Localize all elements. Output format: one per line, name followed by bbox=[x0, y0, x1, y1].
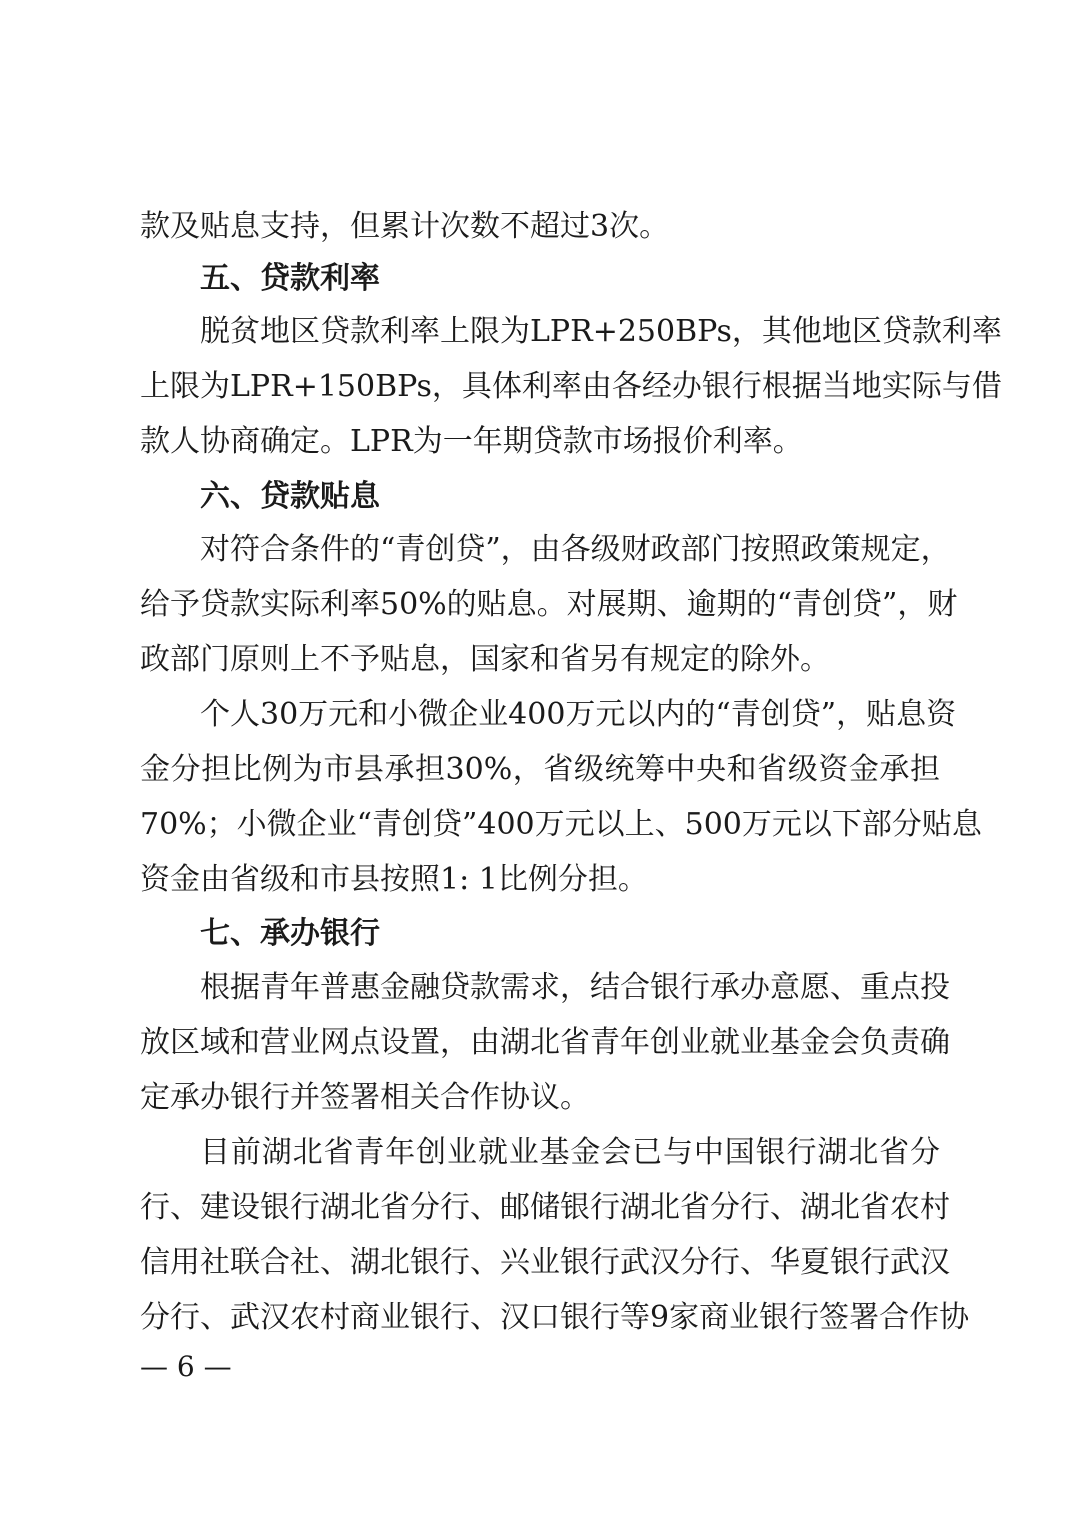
paragraph-line: 定承办银行并签署相关合作协议。 bbox=[140, 1080, 590, 1115]
paragraph-line: 政部门原则上不予贴息，国家和省另有规定的除外。 bbox=[140, 642, 830, 677]
paragraph-line: 脱贫地区贷款利率上限为LPR+250BPs，其他地区贷款利率 bbox=[200, 314, 1002, 349]
paragraph-line: 70%；小微企业“青创贷”400万元以上、500万元以下部分贴息 bbox=[140, 807, 982, 842]
paragraph-line: 资金由省级和市县按照1: 1比例分担。 bbox=[140, 862, 648, 897]
page-number: — 6 — bbox=[140, 1350, 232, 1383]
paragraph-line: 个人30万元和小微企业400万元以内的“青创贷”，贴息资 bbox=[200, 697, 957, 732]
paragraph-line: 款人协商确定。LPR为一年期贷款市场报价利率。 bbox=[140, 424, 803, 459]
paragraph-line: 目前湖北省青年创业就业基金会已与中国银行湖北省分 bbox=[200, 1135, 940, 1170]
paragraph-line: 信用社联合社、湖北银行、兴业银行武汉分行、华夏银行武汉 bbox=[140, 1245, 950, 1280]
section-heading-loan-rate: 五、贷款利率 bbox=[200, 261, 380, 296]
paragraph-line: 对符合条件的“青创贷”，由各级财政部门按照政策规定， bbox=[200, 532, 951, 567]
paragraph-line: 给予贷款实际利率50%的贴息。对展期、逾期的“青创贷”，财 bbox=[140, 587, 958, 622]
paragraph-line: 款及贴息支持，但累计次数不超过3次。 bbox=[140, 209, 670, 244]
paragraph-line: 分行、武汉农村商业银行、汉口银行等9家商业银行签署合作协 bbox=[140, 1300, 970, 1335]
paragraph-line: 根据青年普惠金融贷款需求，结合银行承办意愿、重点投 bbox=[200, 970, 950, 1005]
paragraph-line: 放区域和营业网点设置，由湖北省青年创业就业基金会负责确 bbox=[140, 1025, 950, 1060]
section-heading-loan-subsidy: 六、贷款贴息 bbox=[200, 479, 380, 514]
paragraph-line: 上限为LPR+150BPs，具体利率由各经办银行根据当地实际与借 bbox=[140, 369, 1002, 404]
section-heading-partner-banks: 七、承办银行 bbox=[200, 916, 380, 951]
paragraph-line: 行、建设银行湖北省分行、邮储银行湖北省分行、湖北省农村 bbox=[140, 1190, 950, 1225]
paragraph-line: 金分担比例为市县承担30%，省级统筹中央和省级资金承担 bbox=[140, 752, 940, 787]
